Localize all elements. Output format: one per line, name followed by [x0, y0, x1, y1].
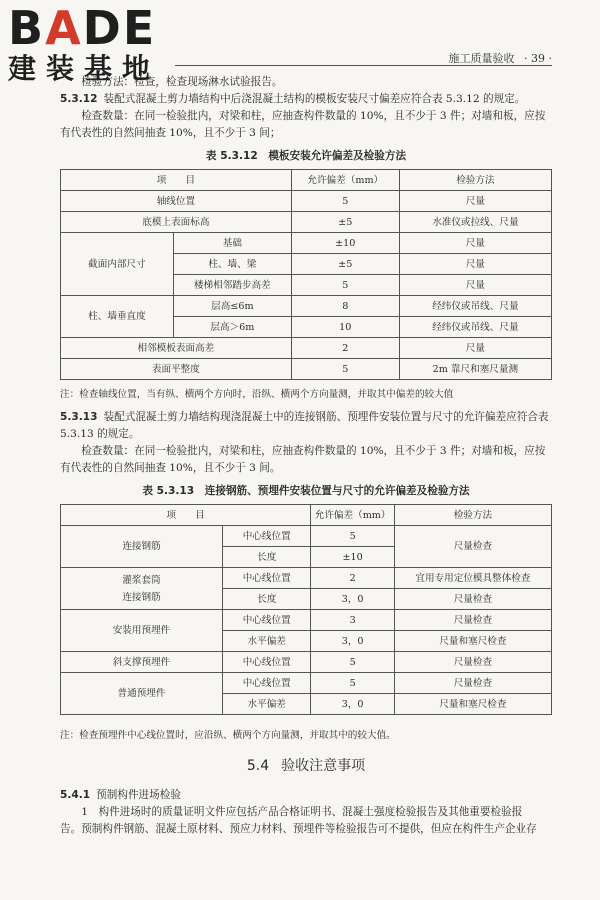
- cell: 中心线位置: [223, 610, 311, 631]
- running-header: [449, 50, 552, 66]
- clause-number: 5.3.12: [60, 93, 98, 105]
- clause-title: 预制构件进场检验: [96, 789, 181, 801]
- intro-line: 检验方法：检查，检查现场淋水试验报告。: [81, 76, 283, 88]
- item-1-line-1: 1 构件进场时的质量证明文件应包括产品合格证明书、混凝土强度检验报告及其他重要检验报: [81, 806, 523, 818]
- cell: 中心线位置: [223, 526, 311, 547]
- clause-5-3-12: [60, 91, 552, 108]
- cell: 尺量检查: [394, 652, 551, 673]
- header-method: 检验方法: [394, 505, 551, 526]
- table-row: [61, 610, 552, 631]
- cell: 10: [291, 317, 399, 338]
- table-row: [61, 233, 552, 254]
- cell: 柱、墙、梁: [173, 254, 291, 275]
- table-row: [61, 191, 552, 212]
- section-number: 5.4: [246, 758, 270, 774]
- logo-wordmark: [8, 1, 160, 55]
- clause-text: 装配式混凝土剪力墙结构中后浇混凝土结构的模板安装尺寸偏差应符合表 5.3.12 的规定。: [103, 93, 526, 105]
- group-label-line: 连接钢筋: [122, 591, 161, 603]
- formwork-tolerance-table: [60, 169, 552, 380]
- cell: 水平偏差: [223, 694, 311, 715]
- table-row: [61, 359, 552, 380]
- cell: 3，0: [311, 631, 394, 652]
- group-cell: 普通预埋件: [61, 673, 223, 715]
- page-number: · 39 ·: [524, 52, 552, 65]
- table-caption: 表 5.3.13 连接钢筋、预埋件安装位置与尺寸的允许偏差及检验方法: [142, 485, 470, 497]
- logo-letters-prefix: B: [8, 1, 46, 55]
- cell: ±10: [291, 233, 399, 254]
- cell: 表面平整度: [61, 359, 292, 380]
- table-note: 注：检查预埋件中心线位置时，应沿纵、横两个方向量测，并取其中的较大值。: [60, 730, 396, 741]
- table-row: [61, 296, 552, 317]
- group-cell: 连接钢筋: [61, 526, 223, 568]
- cell: 水准仪或拉线、尺量: [399, 212, 551, 233]
- cell: 尺量检查: [394, 526, 551, 568]
- cell: 8: [291, 296, 399, 317]
- cell: ±5: [291, 254, 399, 275]
- header-tolerance: 允许偏差（mm）: [311, 505, 394, 526]
- table-header-row: [61, 505, 552, 526]
- item-1-line-2: 告。预制构件钢筋、混凝土原材料、预应力材料、预埋件等检验报告可不提供，但应在构件生产企业存: [60, 823, 537, 835]
- header-rule: [175, 65, 552, 66]
- cell: 尺量检查: [394, 673, 551, 694]
- header-item: 项 目: [61, 170, 292, 191]
- cell: 轴线位置: [61, 191, 292, 212]
- cell: 3，0: [311, 694, 394, 715]
- cell: 尺量检查: [394, 589, 551, 610]
- cell: 尺量检查: [394, 610, 551, 631]
- clause-text: 装配式混凝土剪力墙结构现浇混凝土中的连接钢筋、预埋件安装位置与尺寸的允许偏差应符合表 5.3.13 的规定。: [60, 411, 549, 440]
- running-title: 施工质量验收: [448, 52, 515, 65]
- cell: 2: [311, 568, 394, 589]
- clause-number: 5.3.13: [60, 411, 98, 423]
- table-row: [61, 568, 552, 589]
- clause-number: 5.4.1: [60, 789, 91, 801]
- header-item: 项 目: [61, 505, 311, 526]
- cell: 5: [291, 275, 399, 296]
- cell: ±10: [311, 547, 394, 568]
- group-cell: 截面内部尺寸: [61, 233, 174, 296]
- table-row: [61, 652, 552, 673]
- cell: 相邻模板表面高差: [61, 338, 292, 359]
- group-cell: 柱、墙垂直度: [61, 296, 174, 338]
- group-cell: [61, 568, 223, 610]
- table-row: [61, 338, 552, 359]
- cell: 中心线位置: [223, 673, 311, 694]
- cell: 5: [311, 673, 394, 694]
- cell: 尺量: [399, 338, 551, 359]
- logo-letters-suffix: DE: [82, 1, 157, 55]
- table-row: [61, 526, 552, 547]
- cell: 尺量: [399, 275, 551, 296]
- table-note: 注：检查轴线位置，当有纵、横两个方向时，沿纵、横两个方向量测，并取其中偏差的较大值: [60, 389, 454, 400]
- cell: 长度: [223, 547, 311, 568]
- cell: 5: [291, 191, 399, 212]
- header-method: 检验方法: [399, 170, 551, 191]
- table-row: [61, 212, 552, 233]
- group-cell: 安装用预埋件: [61, 610, 223, 652]
- inspection-quantity: 检查数量：在同一检验批内，对梁和柱，应抽查构件数量的 10%，且不少于 3 件；对墙和板，应按有代表性的自然间抽查 10%，且不少于 3 间。: [60, 445, 546, 474]
- cell: 经纬仪或吊线、尺量: [399, 296, 551, 317]
- cell: 中心线位置: [223, 652, 311, 673]
- cell: 层高＞6m: [173, 317, 291, 338]
- table-header-row: [61, 170, 552, 191]
- cell: 尺量: [399, 233, 551, 254]
- table-caption: 表 5.3.12 模板安装允许偏差及检验方法: [205, 150, 407, 162]
- embedded-parts-tolerance-table: [60, 504, 552, 715]
- cell: 基础: [173, 233, 291, 254]
- clause-5-3-13: [60, 409, 552, 443]
- cell: 2m 靠尺和塞尺量测: [399, 359, 551, 380]
- cell: 尺量和塞尺检查: [394, 694, 551, 715]
- cell: 5: [311, 652, 394, 673]
- cell: 长度: [223, 589, 311, 610]
- section-title: 验收注意事项: [281, 758, 366, 774]
- cell: 3: [311, 610, 394, 631]
- bade-logo: [8, 1, 161, 85]
- group-cell: 斜支撑预埋件: [61, 652, 223, 673]
- table-row: [61, 673, 552, 694]
- logo-subtitle: 建装基地: [8, 52, 161, 85]
- cell: 水平偏差: [223, 631, 311, 652]
- cell: 楼梯相邻踏步高差: [173, 275, 291, 296]
- cell: 底模上表面标高: [61, 212, 292, 233]
- cell: 2: [291, 338, 399, 359]
- clause-5-4-1: [60, 787, 552, 804]
- section-heading: [60, 758, 552, 775]
- header-tolerance: 允许偏差（mm）: [291, 170, 399, 191]
- cell: 经纬仪或吊线、尺量: [399, 317, 551, 338]
- cell: 尺量: [399, 191, 551, 212]
- cell: 宜用专用定位模具整体检查: [394, 568, 551, 589]
- page-body: [60, 74, 552, 838]
- cell: ±5: [291, 212, 399, 233]
- logo-letter-a: A: [45, 1, 83, 55]
- cell: 尺量和塞尺检查: [394, 631, 551, 652]
- cell: 5: [311, 526, 394, 547]
- cell: 3，0: [311, 589, 394, 610]
- cell: 中心线位置: [223, 568, 311, 589]
- cell: 层高≤6m: [173, 296, 291, 317]
- inspection-quantity: 检查数量：在同一检验批内，对梁和柱，应抽查构件数量的 10%，且不少于 3 件；对墙和板，应按有代表性的自然间抽查 10%，且不少于 3 间；: [60, 110, 546, 139]
- cell: 尺量: [399, 254, 551, 275]
- cell: 5: [291, 359, 399, 380]
- group-label-line: 灌浆套筒: [122, 574, 161, 586]
